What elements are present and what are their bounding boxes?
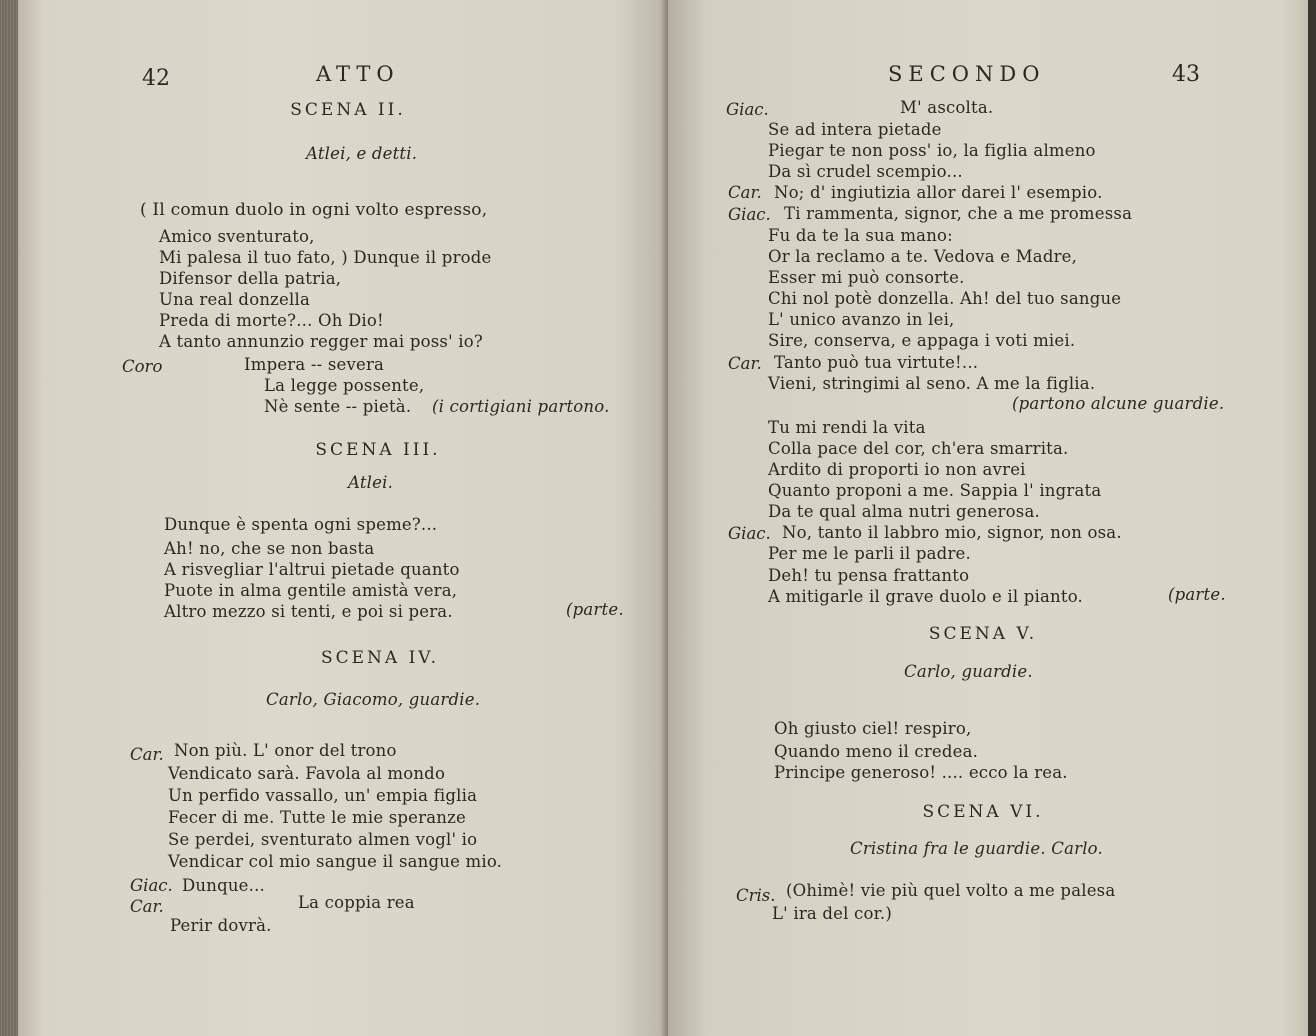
verse-line: Perir dovrà.	[170, 916, 272, 935]
scene-title: SCENA IV.	[320, 648, 440, 668]
speaker-label: Giac.	[130, 876, 173, 895]
scene-title: SCENA II.	[290, 100, 406, 120]
verse-line: Oh giusto ciel! respiro,	[774, 719, 972, 738]
verse-line: Una real donzella	[159, 290, 310, 309]
speaker-label: Giac.	[728, 205, 771, 224]
verse-line: Vieni, stringimi al seno. A me la figlia.	[768, 374, 1096, 393]
verse-line: Quanto proponi a me. Sappia l' ingrata	[768, 481, 1102, 500]
speaker-label: Car.	[728, 183, 762, 202]
verse-line: Se ad intera pietade	[768, 120, 942, 139]
verse-line: Puote in alma gentile amistà vera,	[164, 581, 458, 600]
speaker-label: Car.	[130, 897, 164, 916]
speaker-label: Giac.	[726, 100, 769, 119]
verse-line: Vendicar col mio sangue il sangue mio.	[168, 852, 503, 871]
stage-direction: (parte.	[1168, 585, 1226, 604]
verse-line: A tanto annunzio regger mai poss' io?	[159, 332, 483, 351]
verse-line: No, tanto il labbro mio, signor, non osa.	[782, 523, 1122, 542]
page-number: 43	[1172, 62, 1200, 87]
verse-line: Or la reclamo a te. Vedova e Madre,	[768, 247, 1078, 266]
scene-cast: Cristina fra le guardie. Carlo.	[850, 839, 1103, 858]
stage-direction: (parte.	[566, 600, 624, 619]
scene-title: SCENA VI.	[922, 802, 1044, 822]
verse-line: Principe generoso! .... ecco la rea.	[774, 763, 1068, 782]
verse-line: Un perfido vassallo, un' empia figlia	[168, 786, 478, 805]
scene-title: SCENA V.	[928, 624, 1038, 644]
running-head: SECONDO	[888, 62, 1046, 86]
verse-line: L' unico avanzo in lei,	[768, 310, 955, 329]
right-page	[668, 0, 1308, 1036]
verse-line: Tu mi rendi la vita	[768, 418, 926, 437]
verse-line: No; d' ingiutizia allor darei l' esempio.	[774, 183, 1103, 202]
verse-line: Piegar te non poss' io, la figlia almeno	[768, 141, 1096, 160]
left-page	[18, 0, 668, 1036]
verse-line: Ti rammenta, signor, che a me promessa	[784, 204, 1133, 223]
verse-line: A risvegliar l'altrui pietade quanto	[164, 560, 460, 579]
verse-line: Fu da te la sua mano:	[768, 226, 953, 245]
speaker-label: Coro	[122, 357, 163, 376]
verse-line: Ah! no, che se non basta	[164, 539, 375, 558]
speaker-label: Car.	[728, 354, 762, 373]
verse-line: Dunque...	[182, 876, 265, 895]
book-page-edges	[0, 0, 18, 1036]
page-number: 42	[142, 66, 170, 91]
verse-line: Dunque è spenta ogni speme?...	[164, 515, 438, 534]
verse-line: Non più. L' onor del trono	[174, 741, 397, 760]
book-right-edge	[1308, 0, 1316, 1036]
verse-line: Chi nol potè donzella. Ah! del tuo sangue	[768, 289, 1122, 308]
verse-line: A mitigarle il grave duolo e il pianto.	[768, 587, 1083, 606]
scene-title: SCENA III.	[315, 440, 441, 460]
verse-line: La legge possente,	[264, 376, 425, 395]
scene-cast: Atlei, e detti.	[306, 144, 418, 163]
verse-line: Esser mi può consorte.	[768, 268, 965, 287]
verse-line: Vendicato sarà. Favola al mondo	[168, 764, 446, 783]
verse-line: Sire, conserva, e appaga i voti miei.	[768, 331, 1076, 350]
scene-cast: Carlo, guardie.	[904, 662, 1033, 681]
verse-line: Per me le parli il padre.	[768, 544, 971, 563]
speaker-label: Car.	[130, 745, 164, 764]
verse-line: La coppia rea	[298, 893, 415, 912]
verse-line: Amico sventurato,	[159, 227, 315, 246]
verse-line: Deh! tu pensa frattanto	[768, 566, 970, 585]
stage-direction: (i cortigiani partono.	[432, 397, 610, 416]
verse-line: Impera -- severa	[244, 355, 385, 374]
scene-cast: Atlei.	[348, 473, 394, 492]
speaker-label: Cris.	[736, 886, 776, 905]
verse-line: Fecer di me. Tutte le mie speranze	[168, 808, 466, 827]
verse-line: ( Il comun duolo in ogni volto espresso,	[140, 200, 488, 220]
verse-line: Altro mezzo si tenti, e poi si pera.	[164, 602, 453, 621]
verse-line: Da sì crudel scempio...	[768, 162, 963, 181]
verse-line: L' ira del cor.)	[772, 904, 892, 923]
scene-cast: Carlo, Giacomo, guardie.	[266, 690, 481, 709]
verse-line: Difensor della patria,	[159, 269, 342, 288]
verse-line: Tanto può tua virtute!...	[774, 353, 979, 372]
verse-line: Preda di morte?... Oh Dio!	[159, 311, 384, 330]
verse-line: M' ascolta.	[900, 98, 994, 117]
verse-line: Da te qual alma nutri generosa.	[768, 502, 1040, 521]
verse-line: Colla pace del cor, ch'era smarrita.	[768, 439, 1069, 458]
speaker-label: Giac.	[728, 524, 771, 543]
verse-line: Quando meno il credea.	[774, 742, 979, 761]
verse-line: Ardito di proporti io non avrei	[768, 460, 1026, 479]
verse-line: Se perdei, sventurato almen vogl' io	[168, 830, 478, 849]
running-head: ATTO	[316, 62, 400, 86]
verse-line: Mi palesa il tuo fato, ) Dunque il prode	[159, 248, 492, 267]
verse-line: (Ohimè! vie più quel volto a me palesa	[786, 881, 1116, 900]
verse-line: Nè sente -- pietà.	[264, 397, 412, 416]
stage-direction: (partono alcune guardie.	[1012, 394, 1225, 413]
